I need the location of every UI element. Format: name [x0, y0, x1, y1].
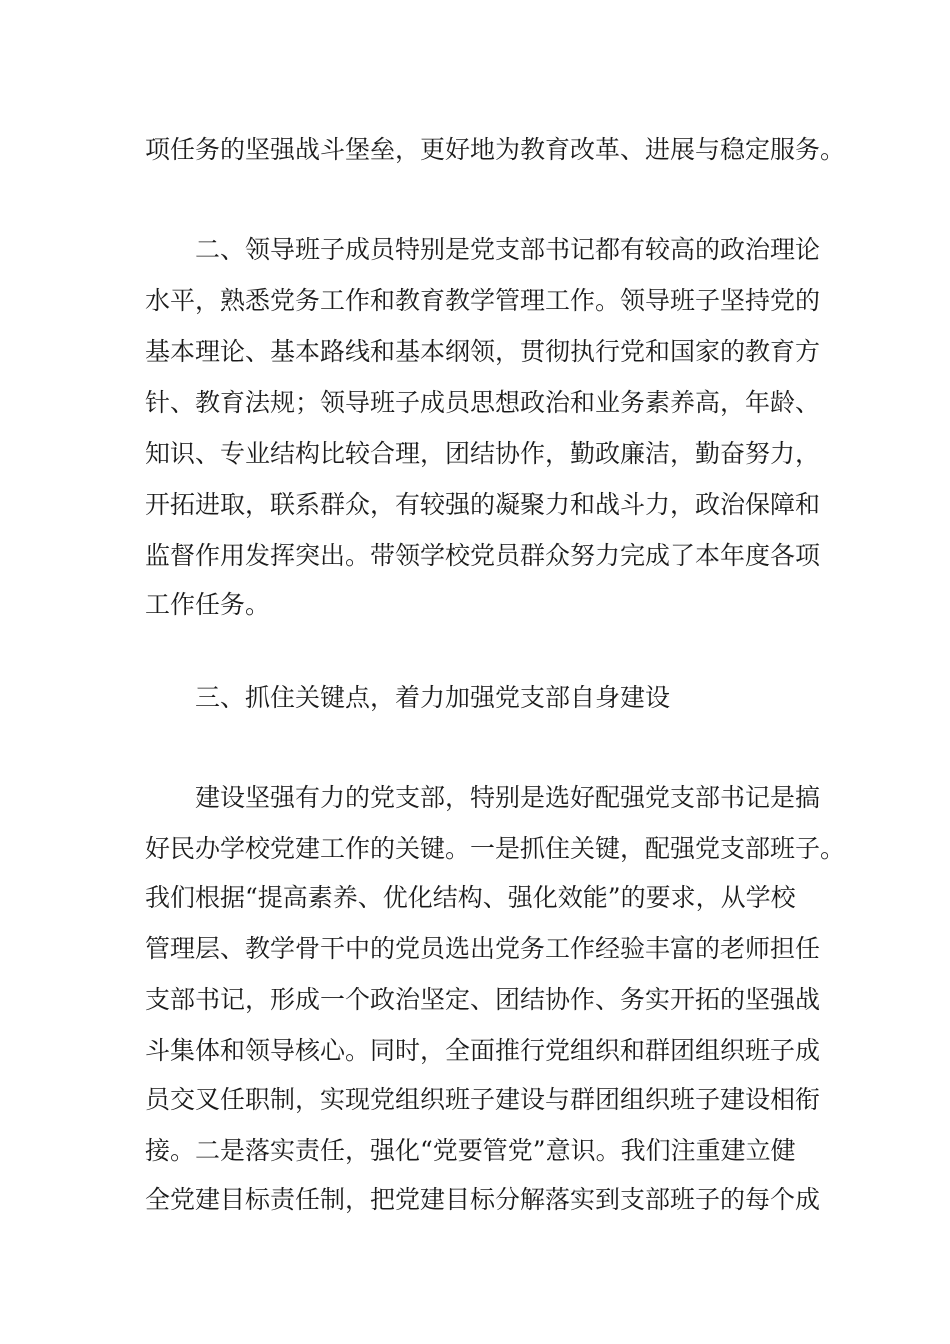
paragraph-2-line-2: 水平，熟悉党务工作和教育教学管理工作。领导班子坚持党的	[145, 286, 821, 315]
paragraph-1-line-1: 项任务的坚强战斗堡垒，更好地为教育改革、进展与稳定服务。	[145, 135, 846, 164]
paragraph-2-line-8: 工作任务。	[145, 590, 271, 619]
paragraph-2-line-3: 基本理论、基本路线和基本纲领，贯彻执行党和国家的教育方	[145, 337, 821, 366]
paragraph-2-line-5: 知识、专业结构比较合理，团结协作，勤政廉洁，勤奋努力，	[145, 439, 821, 468]
paragraph-3-line-5: 支部书记，形成一个政治坚定、团结协作、务实开拓的坚强战	[145, 985, 821, 1014]
paragraph-2-line-1: 二、领导班子成员特别是党支部书记都有较高的政治理论	[195, 235, 821, 264]
paragraph-3-line-1: 建设坚强有力的党支部，特别是选好配强党支部书记是搞	[195, 783, 821, 812]
paragraph-2-line-4: 针、教育法规；领导班子成员思想政治和业务素养高，年龄、	[145, 388, 821, 417]
paragraph-2-line-6: 开拓进取，联系群众，有较强的凝聚力和战斗力，政治保障和	[145, 490, 821, 519]
paragraph-3-line-9: 全党建目标责任制，把党建目标分解落实到支部班子的每个成	[145, 1185, 821, 1214]
paragraph-3-line-3: 我们根据“提高素养、优化结构、强化效能”的要求，从学校	[145, 883, 796, 912]
paragraph-3-line-2: 好民办学校党建工作的关键。一是抓住关键，配强党支部班子。	[145, 834, 846, 863]
section-heading-3: 三、抓住关键点，着力加强党支部自身建设	[195, 683, 671, 712]
paragraph-3-line-4: 管理层、教学骨干中的党员选出党务工作经验丰富的老师担任	[145, 934, 821, 963]
paragraph-3-line-8: 接。二是落实责任，强化“党要管党”意识。我们注重建立健	[145, 1136, 796, 1165]
paragraph-2-line-7: 监督作用发挥突出。带领学校党员群众努力完成了本年度各项	[145, 541, 821, 570]
paragraph-3-line-6: 斗集体和领导核心。同时，全面推行党组织和群团组织班子成	[145, 1036, 821, 1065]
paragraph-3-line-7: 员交叉任职制，实现党组织班子建设与群团组织班子建设相衔	[145, 1085, 821, 1114]
